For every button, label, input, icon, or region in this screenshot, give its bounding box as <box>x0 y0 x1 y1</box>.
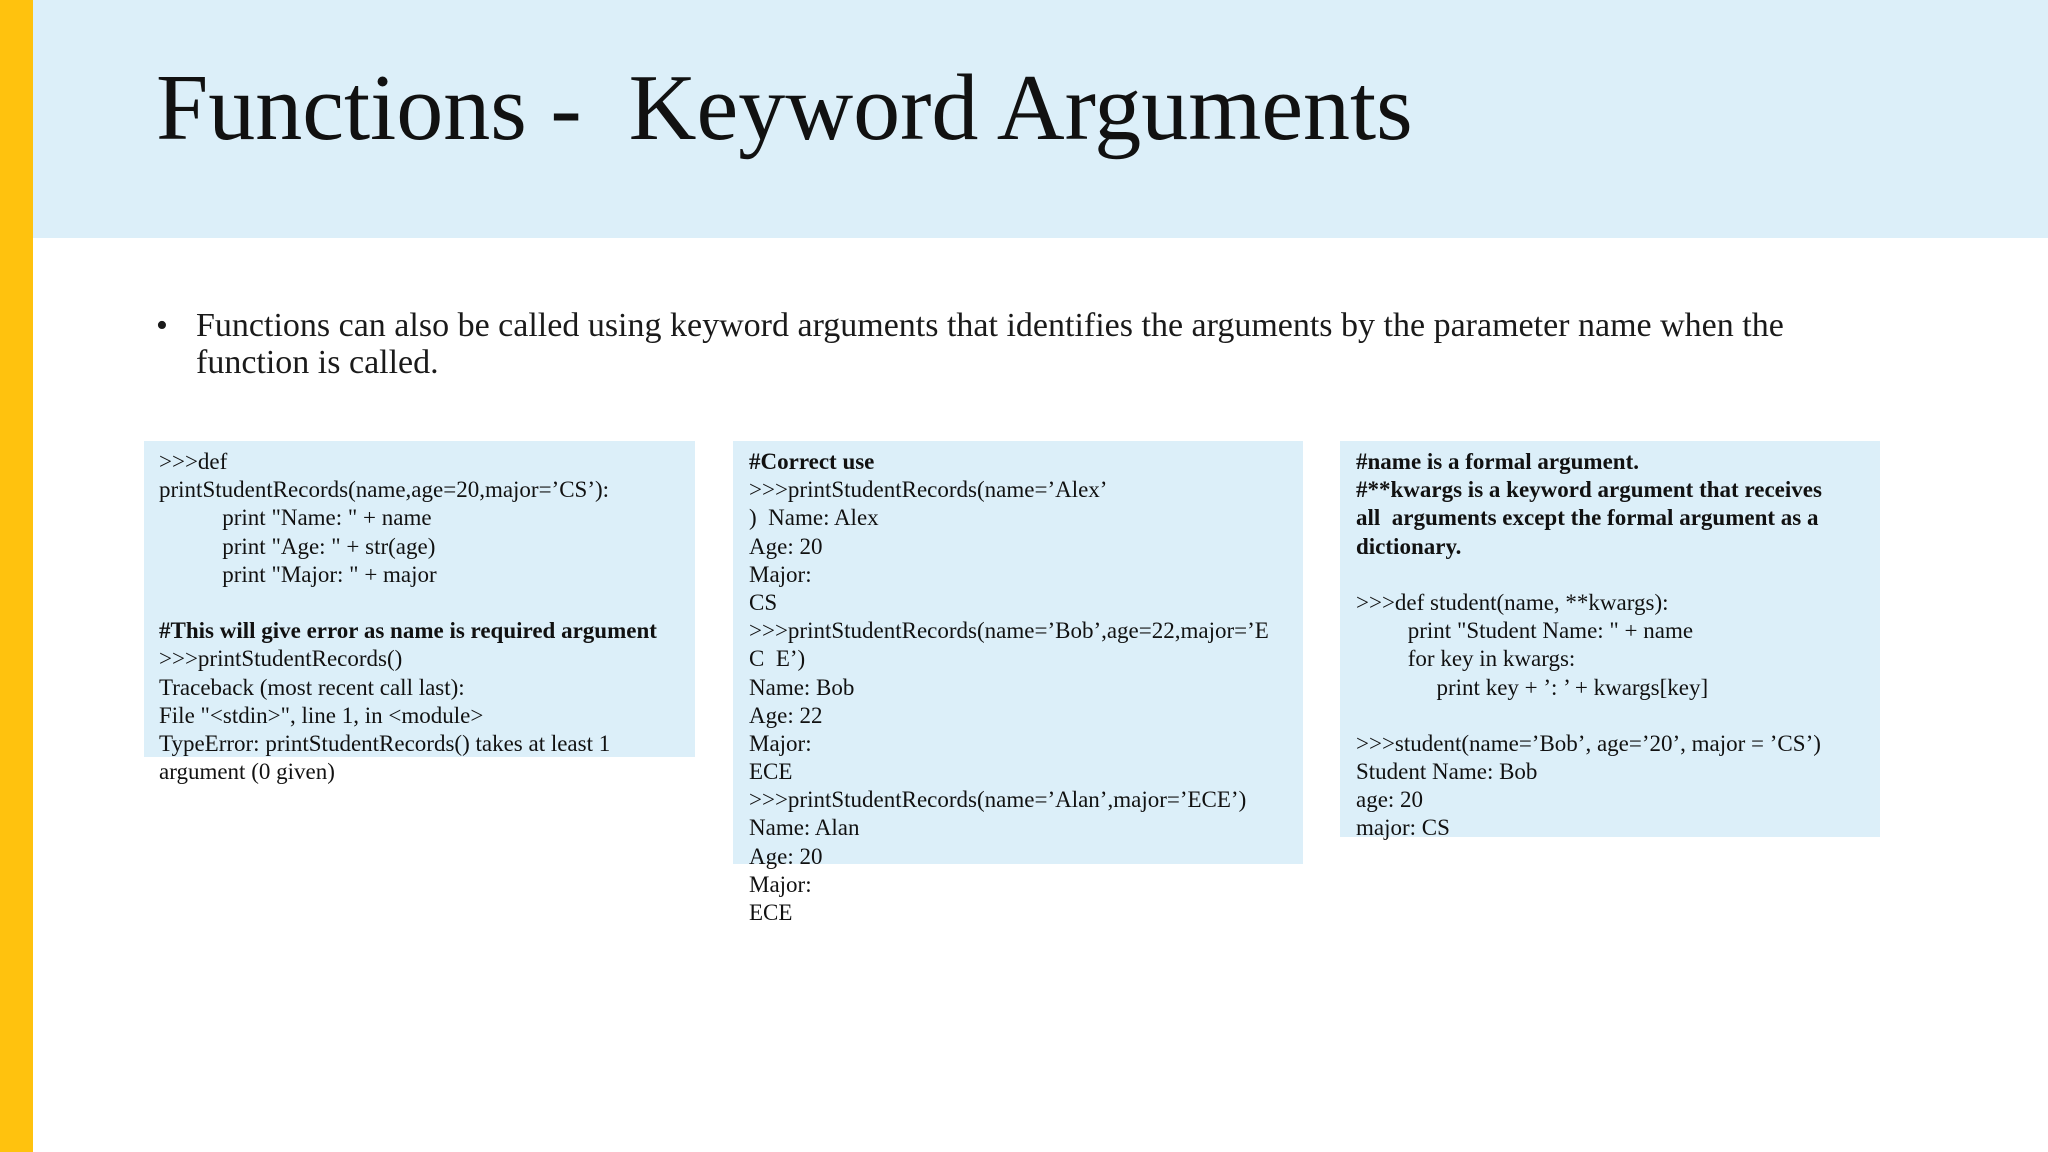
code-line: #This will give error as name is required argument <box>159 618 657 644</box>
code-line: >>>printStudentRecords(name=’Alan’,major=’ECE’) <box>749 787 1247 813</box>
code-line <box>1356 702 1822 730</box>
code-line: print key + ’: ’ + kwargs[key] <box>1356 674 1709 700</box>
code-line: ECE <box>749 759 793 785</box>
code-line: >>>printStudentRecords(name=’Alex’ <box>749 477 1108 503</box>
code-line: Traceback (most recent call last): <box>159 674 465 700</box>
code-line: Name: Bob <box>749 674 855 700</box>
code-line: Age: 22 <box>749 702 823 728</box>
code-panel-correct-use <box>749 448 1269 927</box>
code-line: Age: 20 <box>749 533 823 559</box>
code-panel-kwargs <box>1356 448 1822 843</box>
code-line: #**kwargs is a keyword argument that receives <box>1356 477 1822 503</box>
code-line: all arguments except the formal argument as a <box>1356 505 1819 531</box>
code-line: Major: <box>749 730 812 756</box>
code-line: #name is a formal argument. <box>1356 449 1639 474</box>
code-line: C E’) <box>749 646 806 672</box>
code-line: age: 20 <box>1356 787 1424 813</box>
code-line: Name: Alan <box>749 815 860 841</box>
bullet-marker: • <box>156 307 168 344</box>
bullet-point <box>156 307 1796 381</box>
accent-bar <box>0 0 33 1152</box>
code-line: Age: 20 <box>749 843 823 869</box>
code-line: ) Name: Alex <box>749 505 879 531</box>
code-line: ECE <box>749 900 793 925</box>
code-line: >>>printStudentRecords(name=’Bob’,age=22,major=’E <box>749 618 1269 644</box>
code-line: >>>printStudentRecords() <box>159 646 403 672</box>
code-line: for key in kwargs: <box>1356 646 1576 672</box>
code-line: dictionary. <box>1356 533 1462 559</box>
code-line <box>159 589 657 617</box>
code-line: print "Name: " + name <box>159 505 432 531</box>
code-line: >>>def <box>159 449 228 474</box>
bullet-text: Functions can also be called using keyword arguments that identifies the arguments by the parameter name when the function is called. <box>196 307 1784 381</box>
code-line: Major: <box>749 871 812 897</box>
code-line: >>>def student(name, **kwargs): <box>1356 589 1669 615</box>
code-line: print "Major: " + major <box>159 561 437 587</box>
code-line: argument (0 given) <box>159 759 335 785</box>
code-line: Major: <box>749 561 812 587</box>
code-panel-default-args <box>159 448 657 786</box>
code-line: CS <box>749 589 778 615</box>
code-line: major: CS <box>1356 815 1450 841</box>
code-line: >>>student(name=’Bob’, age=’20’, major = ’CS’) <box>1356 730 1821 756</box>
code-line: Student Name: Bob <box>1356 759 1538 785</box>
code-line: File "<stdin>", line 1, in <module> <box>159 702 484 728</box>
code-line <box>1356 561 1822 589</box>
code-line: #Correct use <box>749 449 875 474</box>
slide-title: Functions - Keyword Arguments <box>156 56 1413 160</box>
code-line: print "Age: " + str(age) <box>159 533 436 559</box>
code-line: printStudentRecords(name,age=20,major=’CS’): <box>159 477 610 503</box>
code-line: print "Student Name: " + name <box>1356 618 1694 644</box>
code-line: TypeError: printStudentRecords() takes at least 1 <box>159 730 611 756</box>
